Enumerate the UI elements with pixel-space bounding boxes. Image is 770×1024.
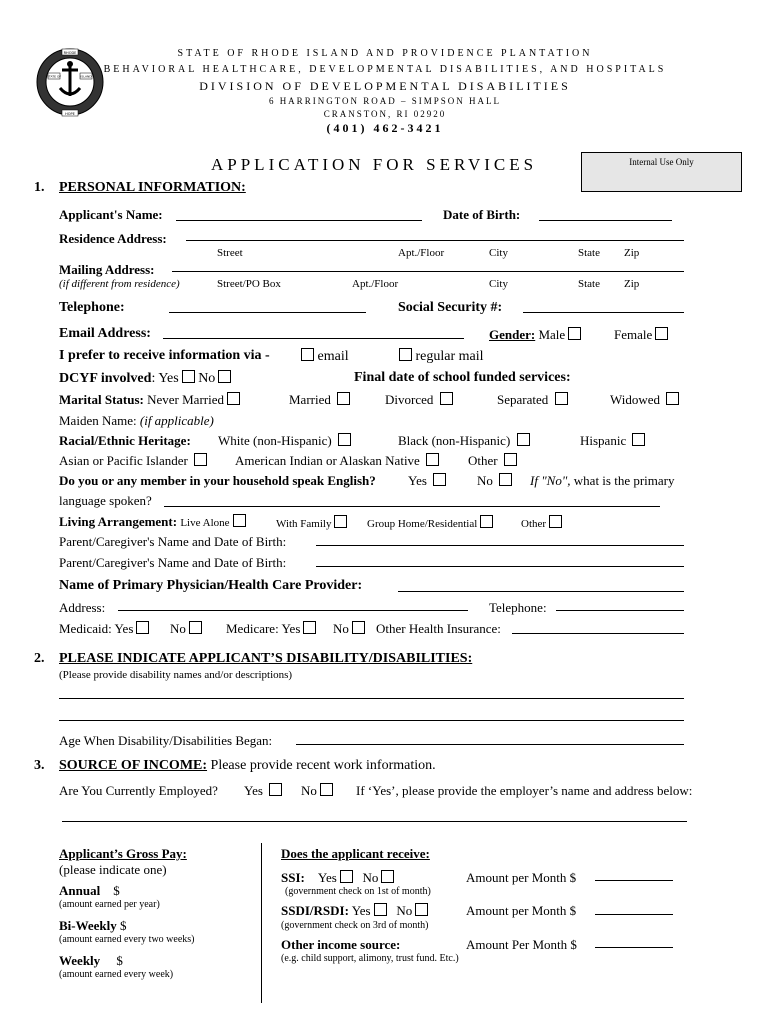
dcyf-no-checkbox[interactable]: [218, 370, 231, 383]
english-yes-checkbox[interactable]: [433, 473, 446, 486]
svg-text:HOPE: HOPE: [65, 112, 75, 116]
physician-field[interactable]: [398, 591, 684, 592]
header-division: DIVISION OF DEVELOPMENTAL DISABILITIES: [199, 79, 571, 93]
ssi-yes-checkbox[interactable]: [340, 870, 353, 883]
physician-label: Name of Primary Physician/Health Care Provider:: [59, 578, 363, 593]
black-checkbox[interactable]: [517, 433, 530, 446]
header-city: CRANSTON, RI 02920: [323, 109, 447, 119]
living-other-checkbox[interactable]: [549, 515, 562, 528]
svg-text:ISLAND: ISLAND: [80, 74, 92, 79]
separated-checkbox[interactable]: [555, 392, 568, 405]
svg-text:STATE OF: STATE OF: [46, 74, 62, 79]
section-2-heading: PLEASE INDICATE APPLICANT’S DISABILITY/DISABILITIES:: [59, 651, 473, 666]
divorced-checkbox[interactable]: [440, 392, 453, 405]
dcyf-yes-checkbox[interactable]: [182, 370, 195, 383]
ssn-label: Social Security #:: [398, 300, 503, 315]
residence-label: Residence Address:: [59, 231, 167, 246]
race-other-checkbox[interactable]: [504, 453, 517, 466]
with-family-checkbox[interactable]: [334, 515, 347, 528]
applicant-name-label: Applicant's Name:: [59, 207, 163, 222]
ssn-field[interactable]: [523, 312, 684, 313]
native-checkbox[interactable]: [426, 453, 439, 466]
parent1-field[interactable]: [316, 545, 684, 546]
ssi-amount-field[interactable]: [595, 880, 673, 881]
section-1-heading: PERSONAL INFORMATION:: [59, 180, 246, 195]
section-2-number: 2.: [34, 651, 45, 666]
ssdi-yes-checkbox[interactable]: [374, 903, 387, 916]
married-checkbox[interactable]: [337, 392, 350, 405]
other-amount-field[interactable]: [595, 947, 673, 948]
medicaid-no-checkbox[interactable]: [189, 621, 202, 634]
residence-field[interactable]: [186, 240, 684, 241]
employed-yes-checkbox[interactable]: [269, 783, 282, 796]
english-no-checkbox[interactable]: [499, 473, 512, 486]
prefer-email-checkbox[interactable]: [301, 348, 314, 361]
telephone-field[interactable]: [169, 312, 366, 313]
age-began-field[interactable]: [296, 744, 684, 745]
asian-checkbox[interactable]: [194, 453, 207, 466]
email-label: Email Address:: [59, 326, 151, 341]
english-question: Do you or any member in your household speak English?: [59, 473, 376, 488]
white-checkbox[interactable]: [338, 433, 351, 446]
mailing-field[interactable]: [172, 271, 684, 272]
section-1-number: 1.: [34, 180, 45, 195]
medicare-no-checkbox[interactable]: [352, 621, 365, 634]
physician-address-field[interactable]: [118, 610, 468, 611]
header-department: BEHAVIORAL HEALTHCARE, DEVELOPMENTAL DISABILITIES, AND HOSPITALS: [103, 64, 667, 75]
svg-text:RHODE: RHODE: [63, 51, 77, 55]
employer-field[interactable]: [62, 821, 687, 822]
disability-line-1[interactable]: [59, 698, 684, 699]
income-divider: [261, 843, 262, 1003]
email-field[interactable]: [163, 338, 464, 339]
prefer-label: I prefer to receive information via -: [59, 348, 270, 363]
header-state: STATE OF RHODE ISLAND AND PROVIDENCE PLANTATION: [177, 48, 593, 59]
medicare-yes-checkbox[interactable]: [303, 621, 316, 634]
final-date-label: Final date of school funded services:: [354, 370, 571, 385]
parent2-field[interactable]: [316, 566, 684, 567]
mailing-label: Mailing Address:: [59, 262, 155, 277]
group-home-checkbox[interactable]: [480, 515, 493, 528]
gender-female-checkbox[interactable]: [655, 327, 668, 340]
disability-line-2[interactable]: [59, 720, 684, 721]
maiden-name-label: Maiden Name: (if applicable): [59, 413, 214, 428]
live-alone-checkbox[interactable]: [233, 514, 246, 527]
gender-male-checkbox[interactable]: [568, 327, 581, 340]
internal-use-box: Internal Use Only: [581, 152, 742, 192]
other-insurance-field[interactable]: [512, 633, 684, 634]
form-title: APPLICATION FOR SERVICES: [211, 155, 538, 174]
never-married-checkbox[interactable]: [227, 392, 240, 405]
header-street: 6 HARRINGTON ROAD – SIMPSON HALL: [268, 96, 502, 106]
language-field[interactable]: [164, 506, 660, 507]
ssdi-no-checkbox[interactable]: [415, 903, 428, 916]
hispanic-checkbox[interactable]: [632, 433, 645, 446]
applicant-name-field[interactable]: [176, 220, 422, 221]
section-3-number: 3.: [34, 758, 45, 773]
widowed-checkbox[interactable]: [666, 392, 679, 405]
employed-no-checkbox[interactable]: [320, 783, 333, 796]
telephone-label: Telephone:: [59, 300, 125, 315]
section-3-heading: SOURCE OF INCOME:: [59, 758, 208, 773]
ssdi-amount-field[interactable]: [595, 914, 673, 915]
ssi-no-checkbox[interactable]: [381, 870, 394, 883]
physician-telephone-field[interactable]: [556, 610, 684, 611]
dob-field[interactable]: [539, 220, 672, 221]
dob-label: Date of Birth:: [443, 207, 521, 222]
header-phone: (401) 462-3421: [326, 121, 444, 135]
medicaid-yes-checkbox[interactable]: [136, 621, 149, 634]
prefer-mail-checkbox[interactable]: [399, 348, 412, 361]
